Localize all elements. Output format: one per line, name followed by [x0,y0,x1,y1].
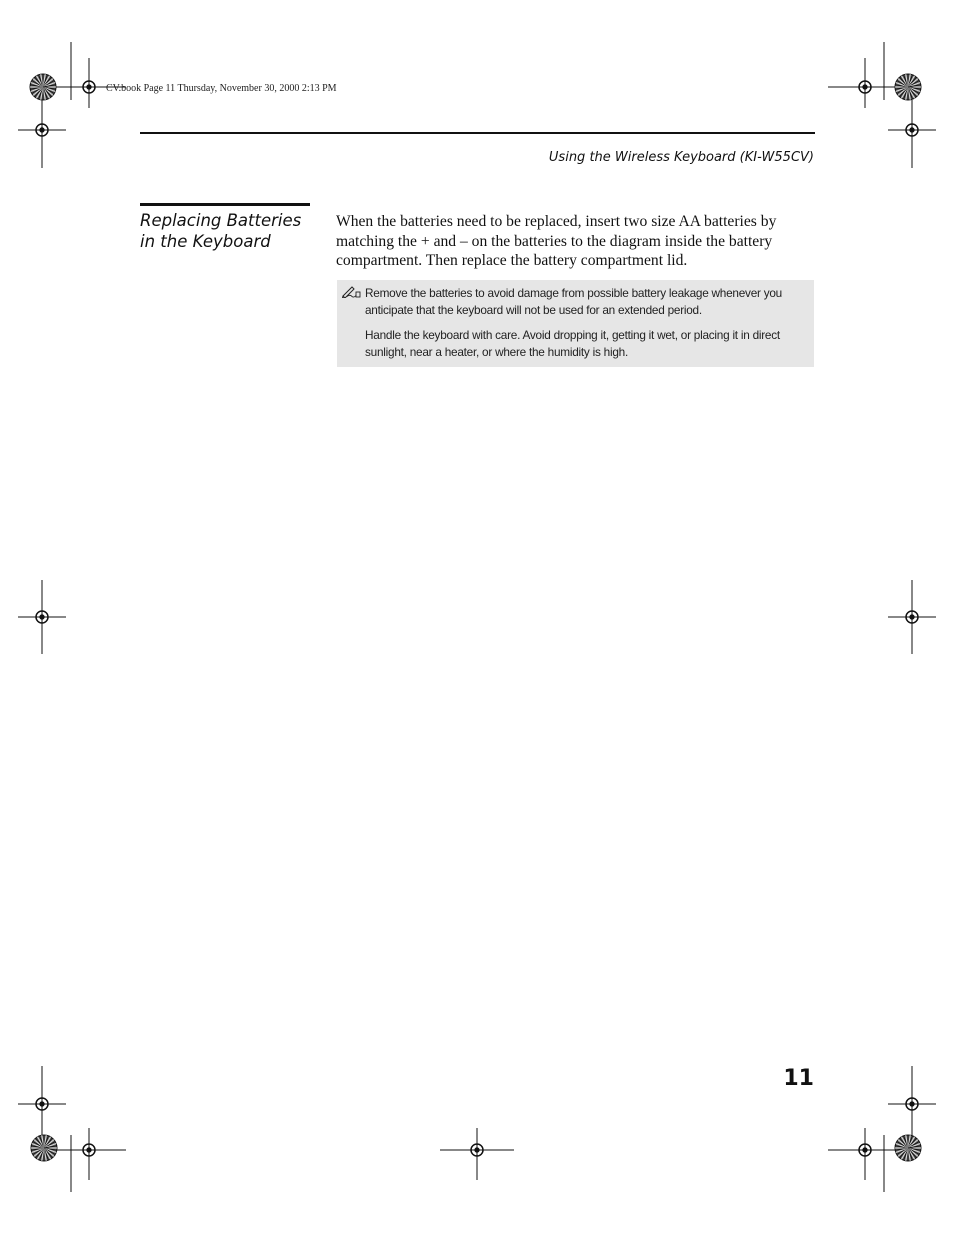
running-header: Using the Wireless Keyboard (KI-W55CV) [548,150,814,165]
section-title-line: Replacing Batteries [140,211,302,230]
registration-target-dot [40,128,44,132]
registration-target-dot [87,1148,91,1152]
note-paragraph: Remove the batteries to avoid damage from possible battery leakage whenever you anticipate that the keyboard will not be used for an extended period. [365,286,782,317]
header-rule [140,132,815,134]
registration-target-dot [40,1102,44,1106]
note-box [337,280,814,367]
registration-target-dot [863,85,867,89]
registration-target-dot [87,85,91,89]
registration-target-dot [475,1148,479,1152]
registration-target-dot [40,615,44,619]
registration-target-dot [910,128,914,132]
body-paragraph: When the batteries need to be replaced, insert two size AA batteries by matching the + and – on the batteries to the diagram inside the battery compartment. Then replace the battery compartment lid. [336,213,777,269]
section-title-line: in the Keyboard [140,232,271,251]
registration-target-dot [863,1148,867,1152]
section-title-rule [140,203,310,206]
registration-target-dot [910,1102,914,1106]
note-pencil-icon [341,284,361,298]
print-slug: CV.book Page 11 Thursday, November 30, 2000 2:13 PM [106,83,337,94]
note-paragraph: Handle the keyboard with care. Avoid dropping it, getting it wet, or placing it in direct sunlight, near a heater, or where the humidity is high. [365,328,780,359]
section-title [140,210,315,252]
page-number: 11 [783,1066,814,1091]
registration-target-dot [910,615,914,619]
